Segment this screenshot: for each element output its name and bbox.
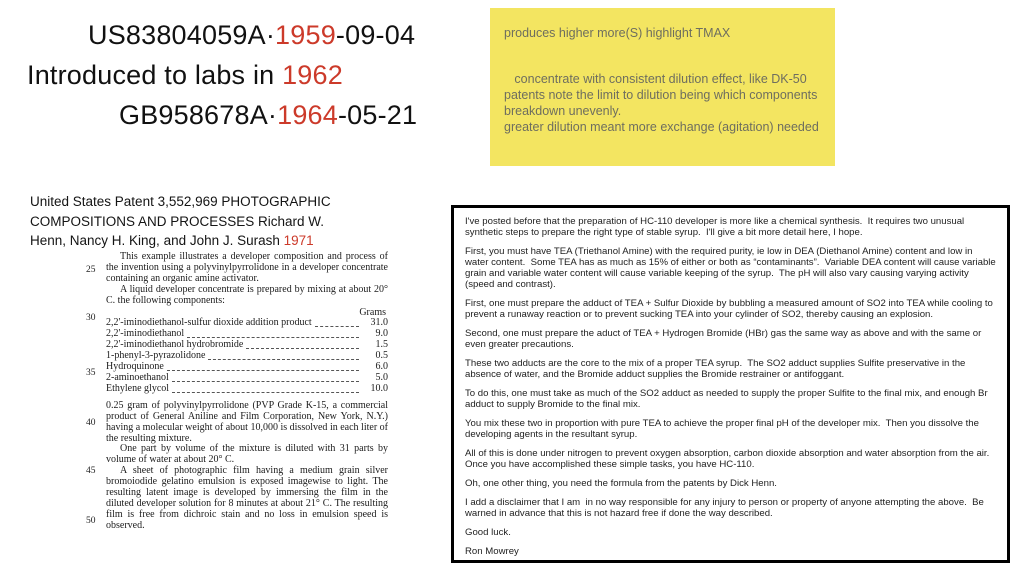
forum-quote-paragraph: First, one must prepare the adduct of TEA + Sulfur Dioxide by bubbling a measured amount of SO2 into TEA while cooling to prevent a runaway reaction or to prevent sucking TEA into your cylinder of SO2, thereby causing an explosion.	[465, 298, 996, 320]
formula-component: 2,2'-iminodiethanol hydrobromide	[106, 339, 244, 351]
formula-component: 2,2'-iminodiethanol	[106, 328, 185, 340]
introduced-text: Introduced to labs in	[27, 60, 283, 90]
patent-number-us: US83804059A·	[88, 20, 276, 50]
sticky-note	[490, 8, 835, 166]
forum-quote-box	[451, 205, 1010, 563]
patent-line-number: 35	[86, 368, 96, 378]
patent-caption-text: United States Patent 3,552,969 PHOTOGRAPHIC COMPOSITIONS AND PROCESSES Richard W. Henn, Nancy H. King, and John J. Surash	[30, 194, 331, 248]
patent-caption	[30, 192, 338, 251]
formula-component: 2,2'-iminodiethanol-sulfur dioxide addition product	[106, 317, 312, 329]
formula-grams-value: 31.0	[370, 317, 388, 329]
sticky-note-headline: produces higher more(S) highlight TMAX	[504, 26, 731, 40]
formula-grams-value: 0.5	[375, 350, 388, 362]
sticky-note-line: breakdown unevenly.	[504, 104, 622, 118]
dash-leader	[315, 326, 359, 327]
formula-component: 2-aminoethanol	[106, 371, 169, 383]
forum-quote-paragraph: I add a disclaimer that I am in no way responsible for any injury to person or property of anyone attempting the above. Be warned in advance that this is not hazard free if done the way described.	[465, 497, 987, 519]
forum-quote-paragraph: These two adducts are the core to the mix of a proper TEA syrup. The SO2 adduct supplies Sulfite preservative in the absence of water, and the Bromide adduct supplies the Bromide restrainer or antifoggant.	[465, 358, 969, 380]
patent-scan	[86, 252, 388, 568]
patent-number-us-line	[88, 20, 415, 51]
formula-grams-value: 10.0	[370, 382, 388, 394]
patent-date-gb: -05-21	[337, 100, 418, 130]
forum-quote-paragraph: Good luck.	[465, 527, 511, 538]
patent-paragraph-3: 0.25 gram of polyvinylpyrrolidone (PVP Grade K-15, a commercial product of General Aniline and Film Corporation, New York, N.Y.) having a molecular weight of about 10,000 is dissolved in each liter of the resulting mixture.	[106, 399, 388, 444]
patent-paragraph-2: A liquid developer concentrate is prepared by mixing at about 20° C. the following components:	[106, 283, 388, 306]
dash-leader	[187, 337, 359, 338]
dash-leader	[172, 381, 359, 382]
forum-quote-paragraph: Oh, one other thing, you need the formula from the patents by Dick Henn.	[465, 478, 777, 489]
formula-grams-value: 1.5	[375, 339, 388, 351]
formula-grams-value: 5.0	[375, 371, 388, 383]
patent-paragraph-5: A sheet of photographic film having a medium grain silver bromoiodide gelatino emulsion is exposed imagewise to light. The resulting latent image is developed by immersing the film in the diluted developer solution for 8 minutes at about 21° C. The resulting film is free from dichroic stain and no loss in emulsion speed is observed.	[106, 465, 388, 531]
formula-grams-value: 9.0	[375, 328, 388, 340]
formula-component: Hydroquinone	[106, 361, 164, 373]
forum-quote-paragraph: Second, one must prepare the aduct of TEA + Hydrogen Bromide (HBr) gas the same way as above and with the same or even greater precautions.	[465, 328, 984, 350]
formula-component: Ethylene glycol	[106, 382, 170, 394]
sticky-note-line: greater dilution meant more exchange (agitation) needed	[504, 120, 819, 134]
forum-quote-paragraph: I've posted before that the preparation of HC-110 developer is more like a chemical synthesis. It requires two unusual synthetic steps to prepare the right type of stable syrup. I'll give a bit more detail here, I hope.	[465, 216, 967, 238]
sticky-note-paragraph	[504, 71, 821, 135]
grams-header: Grams	[359, 306, 386, 318]
patent-line-number: 45	[86, 466, 96, 476]
patent-line-number: 25	[86, 265, 96, 275]
patent-line-number: 50	[86, 516, 96, 526]
patent-caption-year: 1971	[283, 233, 314, 248]
forum-quote-paragraph: First, you must have TEA (Triethanol Amine) with the required purity, ie low in DEA (Diethanol Amine) content and low in water content. Some TEA has as much as 15% of either or both as “contaminants”. Variable DEA content will cause variable grain and variable water content will cause variable keeping of the syrup. The pH will also vary causing varying activity (speed and contrast).	[465, 246, 999, 290]
forum-quote-paragraph: All of this is done under nitrogen to prevent oxygen absorption, carbon dioxide absorption and water absorption from the air. Once you have accomplished these simple tasks, you have HC-110.	[465, 448, 995, 470]
dash-leader	[246, 348, 359, 349]
patent-paragraph-4: One part by volume of the mixture is diluted with 31 parts by volume of water at about 20° C.	[106, 443, 388, 466]
patent-line-number: 30	[86, 313, 96, 323]
forum-quote-paragraph: You mix these two in proportion with pure TEA to achieve the proper final pH of the developer mix. Then you dissolve the developing agents in the resultant syrup.	[465, 418, 982, 440]
patent-number-gb-line	[119, 100, 417, 131]
patent-scan-body	[106, 252, 388, 532]
forum-quote-paragraph: Ron Mowrey	[465, 546, 519, 557]
formula-grams-value: 6.0	[375, 361, 388, 373]
patent-date-us: -09-04	[335, 20, 416, 50]
sticky-note-line: patents note the limit to dilution being which components	[504, 88, 818, 102]
formula-table	[106, 318, 388, 394]
patent-number-gb: GB958678A·	[119, 100, 278, 130]
introduced-line	[27, 60, 343, 91]
formula-component: 1-phenyl-3-pyrazolidone	[106, 350, 206, 362]
forum-quote-paragraph: To do this, one must take as much of the SO2 adduct as needed to supply the proper Sulfite to the final mix, and enough Br adduct to supply Bromide to the final mix.	[465, 388, 991, 410]
dash-leader	[208, 359, 359, 360]
introduced-year: 1962	[282, 60, 343, 90]
patent-paragraph-1: This example illustrates a developer composition and process of the invention using a polyvinylpyrrolidone in a developer concentrate containing an organic amine activator.	[106, 251, 388, 284]
patent-year-us: 1959	[275, 20, 336, 50]
patent-year-gb: 1964	[277, 100, 338, 130]
formula-row	[106, 384, 388, 395]
patent-line-number: 40	[86, 418, 96, 428]
dash-leader	[167, 370, 359, 371]
sticky-note-line: concentrate with consistent dilution effect, like DK-50	[504, 72, 807, 86]
dash-leader	[172, 392, 359, 393]
